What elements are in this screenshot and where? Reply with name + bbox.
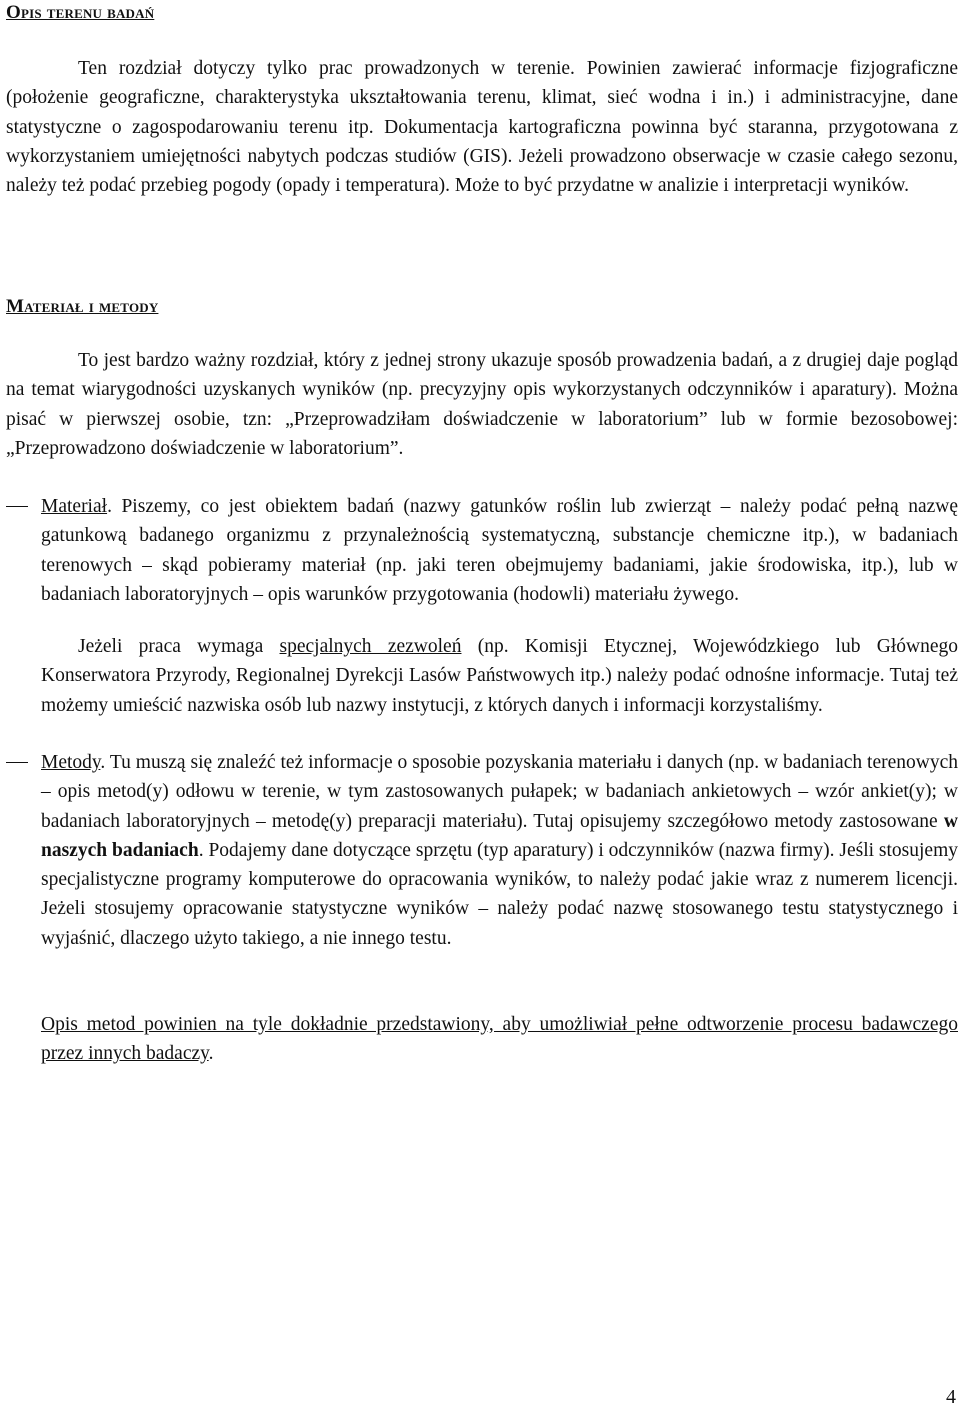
section-heading-material-i-metody: Materiał i metody bbox=[6, 296, 159, 317]
sub-underlined-permits: specjalnych zezwoleń bbox=[279, 636, 462, 657]
page-number: 4 bbox=[946, 1386, 956, 1408]
sub-text-after: (np. Komisji Etycznej, Wojewódzkiego lub Głównego Konserwatora Przyrody, Regionalnej Dyrekcji Lasów Państwowych itp.) należy podać odnośne informacje. Tutaj też możemy umieścić nazwiska osób lub nazwy instytucji, z których danych i informacji korzystaliśmy. bbox=[41, 636, 958, 716]
paragraph-material-i-metody-intro: To jest bardzo ważny rozdział, który z jednej strony ukazuje sposób prowadzenia badań, a z drugiej daje pogląd na temat wiarygodności uzyskanych wyników (np. precyzyjny opis wykorzystanych odczynników i aparatury). Można pisać w pierwszej osobie, tzn: „Przeprowadziłam doświadczenie w laboratorium” lub w formie bezosobowej: „Przeprowadzono doświadczenie w laboratorium”. bbox=[6, 350, 958, 459]
item-material-subparagraph bbox=[41, 632, 958, 720]
section-heading-opis-terenu: Opis terenu badań bbox=[6, 2, 155, 23]
term-metody: Metody bbox=[41, 752, 101, 773]
dash-bullet bbox=[6, 506, 28, 507]
item-material-text: . Piszemy, co jest obiektem badań (nazwy gatunków roślin lub zwierząt – należy podać pełną nazwę gatunkową badanego organizmu z przynależnością systematyczną, substancje chemiczne itp.), w badaniach terenowych – skąd pobieramy materiał (np. jaki teren obejmujemy badaniami, jakie środowiska, itp.), lub w badaniach laboratoryjnych – opis warunków przygotowania (hodowli) materiału żywego. bbox=[41, 496, 958, 605]
closing-underlined-sentence: Opis metod powinien na tyle dokładnie przedstawiony, aby umożliwiał pełne odtworzenie procesu badawczego przez innych badaczy bbox=[41, 1014, 958, 1065]
item-metody-body bbox=[41, 748, 958, 953]
paragraph-opis-terenu: Ten rozdział dotyczy tylko prac prowadzonych w terenie. Powinien zawierać informacje fizjograficzne (położenie geograficzne, charakterystyka ukształtowania terenu, klimat, sieć wodna i in.) i administracyjne, dane statystyczne o zagospodarowaniu terenu itp. Dokumentacja kartograficzna powinna być staranna, przygotowana z wykorzystaniem umiejętności nabytych podczas studiów (GIS). Jeżeli prowadzono obserwacje w czasie całego sezonu, należy też podać przebieg pogody (opady i temperatura). Może to być przydatne w analizie i interpretacji wyników. bbox=[6, 58, 958, 197]
item-metody-closing bbox=[41, 1010, 958, 1069]
item-metody-bold: w naszych badaniach bbox=[41, 810, 958, 861]
dash-bullet bbox=[6, 762, 28, 763]
item-metody-text-1: . Tu muszą się znaleźć też informacje o sposobie pozyskania materiału i danych (np. w badaniach terenowych – opis metod(y) odłowu w terenie, w tym zastosowanych pułapek; w badaniach ankietowych – wzór ankiet(y); w badaniach laboratoryjnych – metodę(y) preparacji materiału). Tutaj opisujemy szczegółowo metody zastosowane bbox=[41, 752, 958, 832]
closing-period: . bbox=[208, 1043, 214, 1065]
item-material-body bbox=[41, 492, 958, 609]
sub-text-before: Jeżeli praca wymaga bbox=[78, 636, 280, 657]
term-material: Materiał bbox=[41, 496, 108, 517]
item-metody-text-2: . Podajemy dane dotyczące sprzętu (typ aparatury) i odczynników (nazwa firmy). Jeśli stosujemy specjalistyczne programy komputerowe do opracowania wyników, to należy podać jakie wraz z numerem licencji. Jeżeli stosujemy opracowanie statystyczne wyników – należy podać nazwę stosowanego testu statystycznego i wyjaśnić, dlaczego użyto takiego, a nie innego testu. bbox=[41, 839, 958, 949]
